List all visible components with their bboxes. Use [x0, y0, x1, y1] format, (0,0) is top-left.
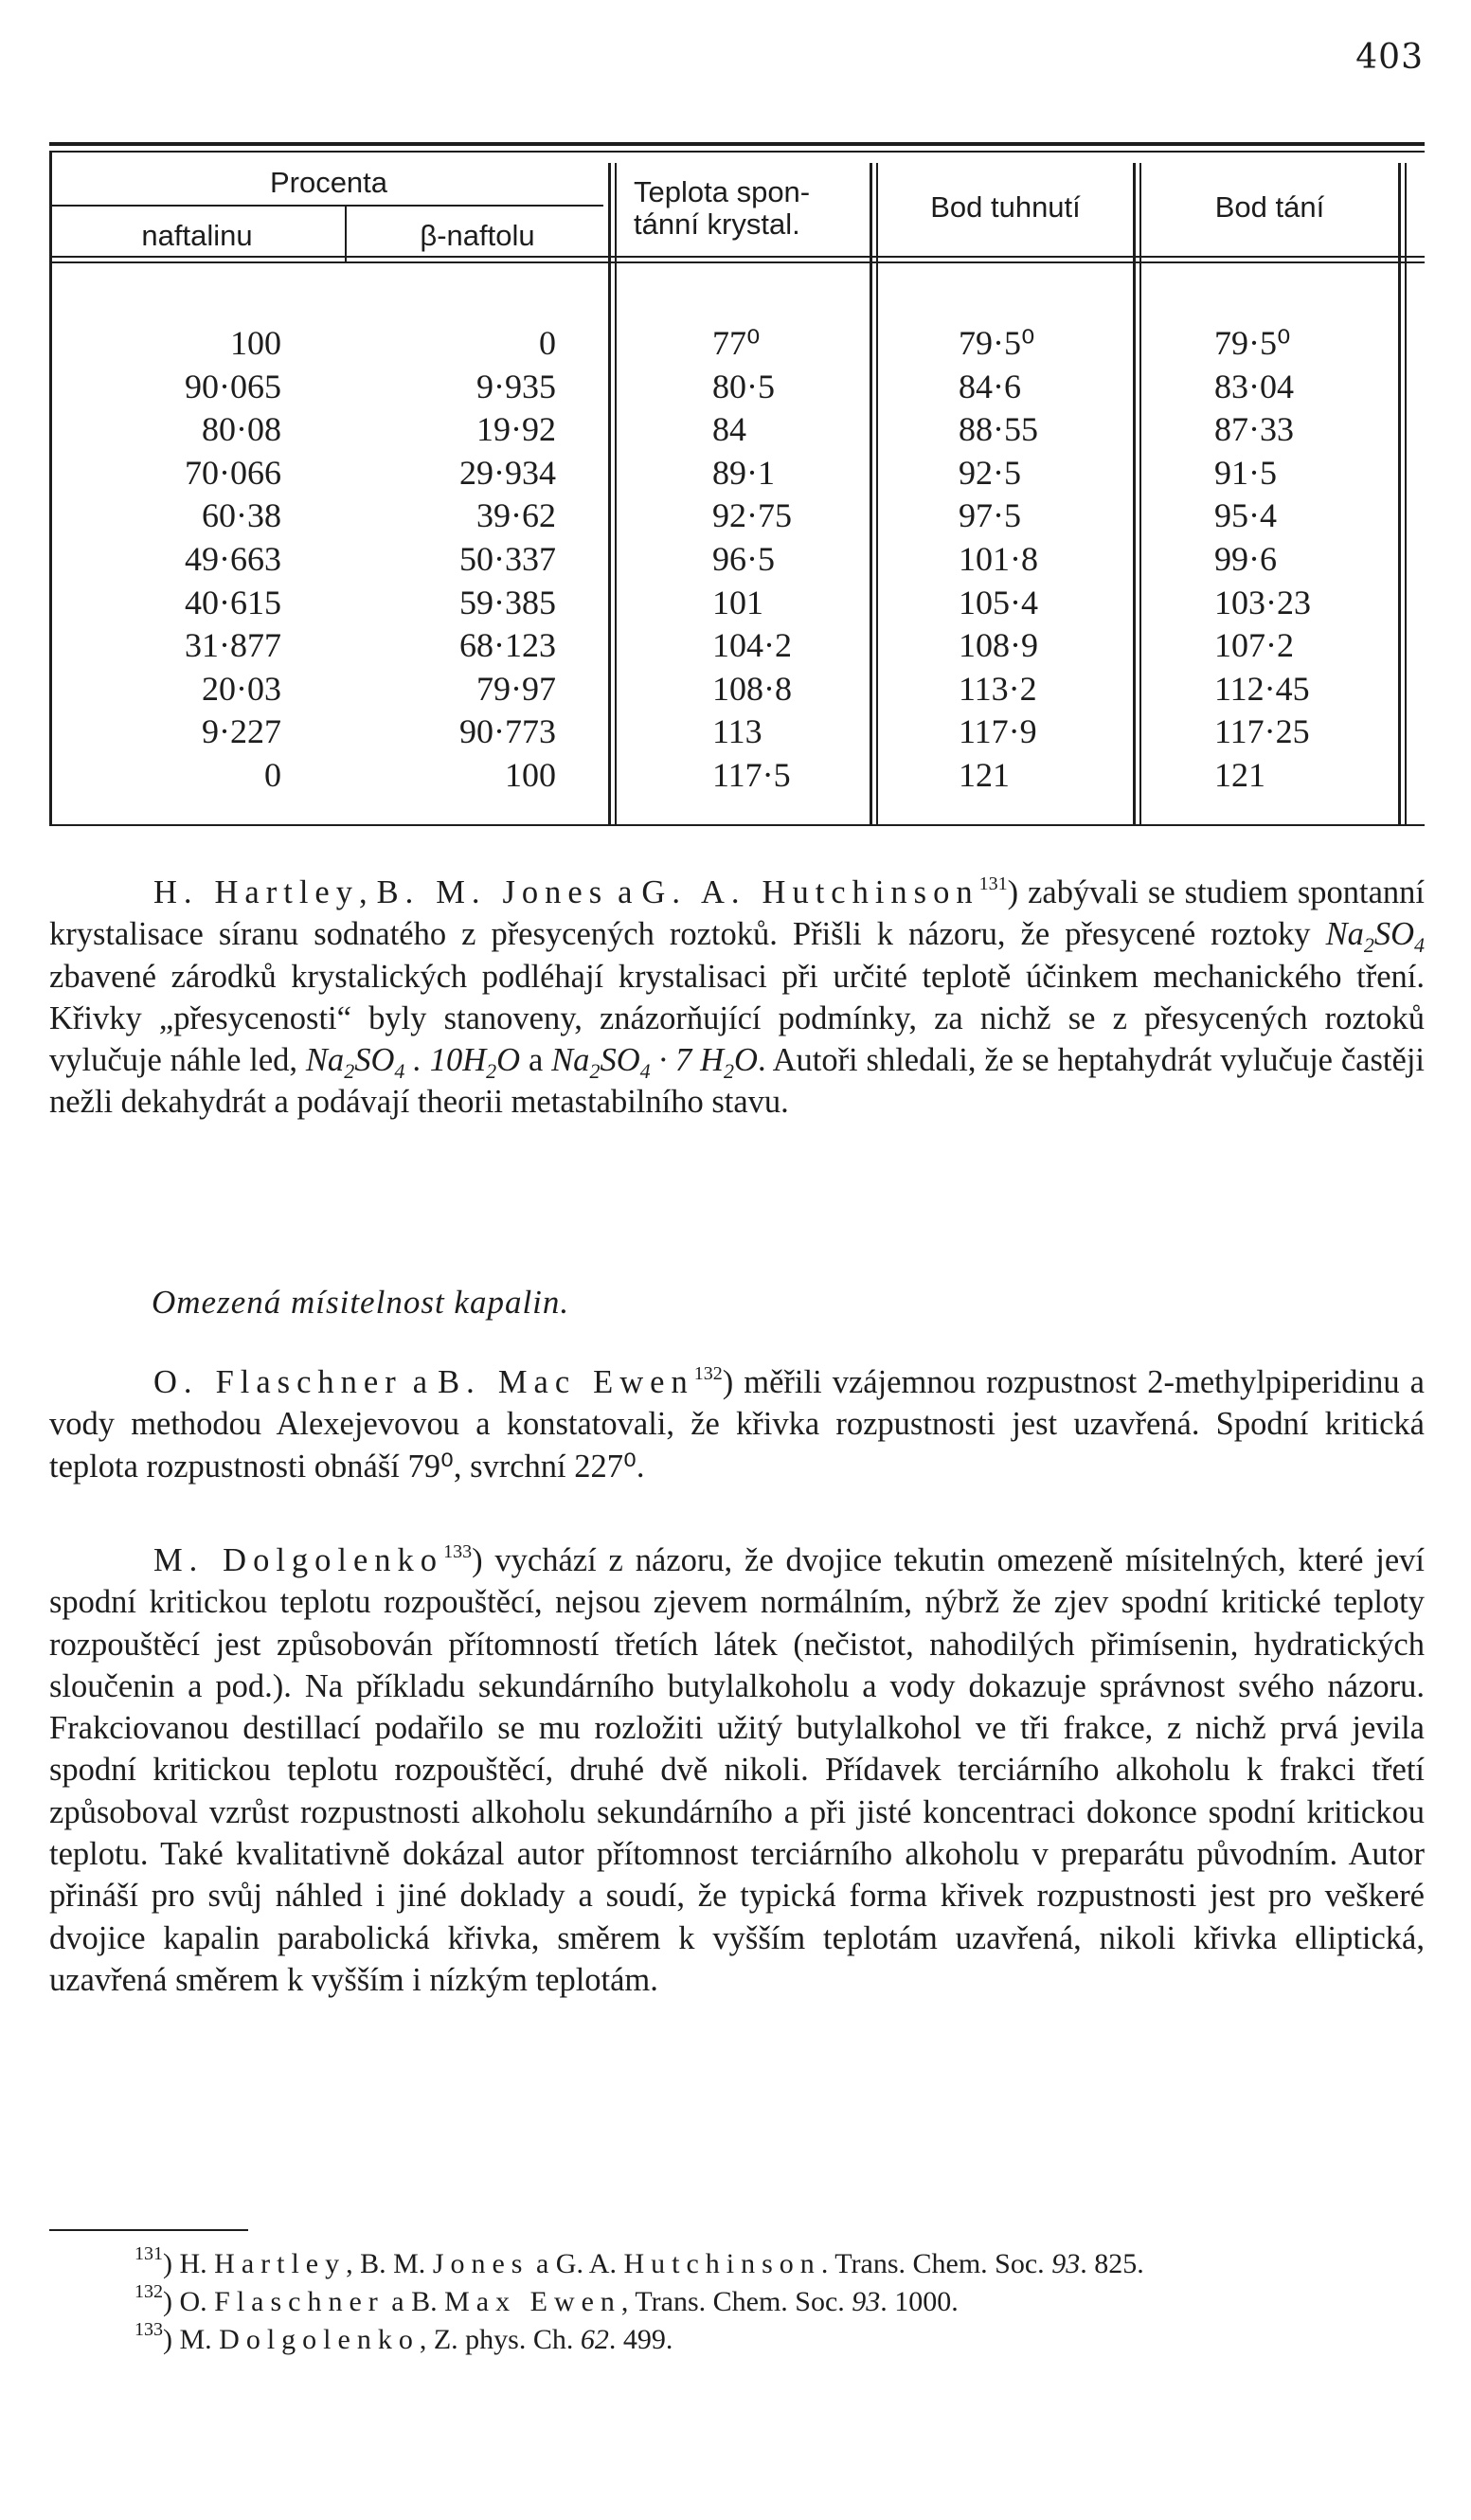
cell-naftolu: 68·123: [459, 626, 556, 665]
cell-naftalinu: 20·03: [202, 669, 281, 708]
cell-tuhnuti: 121: [959, 756, 1010, 794]
cell-tuhnuti: 92·5: [959, 453, 1021, 492]
cell-naftolu: 79·97: [476, 669, 556, 708]
col-line-4: [1133, 163, 1136, 826]
cell-tani: 117·25: [1214, 712, 1310, 751]
footnote-133: $^{133}$) M. Dolgolenko, Z. phys. Ch. 62. 499.: [135, 2319, 673, 2355]
author-jones: B. M. Jones: [376, 874, 609, 910]
table-top-rule: [49, 142, 1425, 146]
footnotes: [49, 2245, 1425, 2359]
cell-naftolu: 100: [505, 756, 556, 794]
header-tani: Bod tání: [1214, 190, 1325, 224]
paragraph-text: zbavené zárodků krystalických podléhají krystalisaci při určité teplotě účinkem mechanického tření. Křivky „přesycenosti“ byly stanoveny, znázorňující podmínky, za nichž se z přesycených roztoků vylučuje náhle led,: [49, 958, 1425, 1079]
cell-naftolu: 19·92: [476, 410, 556, 449]
cell-teplota: 113: [712, 712, 762, 751]
author-dolgolenko: M. Dolgolenko: [153, 1542, 444, 1578]
footnote-ref-131: 131: [978, 873, 1008, 894]
cell-naftalinu: 70·066: [185, 453, 281, 492]
col-line-3: [870, 163, 872, 826]
cell-tuhnuti: 105·4: [959, 583, 1038, 621]
procenta-underline: [49, 205, 603, 207]
header-procenta: Procenta: [269, 166, 388, 199]
col-line-3b: [876, 163, 878, 826]
data-table: [49, 142, 1425, 829]
separator: a: [608, 874, 642, 910]
paragraph-text: a: [520, 1042, 552, 1079]
paragraph-text: ) zabývali se studiem spontanní krystalisace síranu sodnatého z přesycených roztoků. Přišli k názoru, že přesycené roztoky: [49, 874, 1425, 953]
paragraph-flaschner: [49, 1361, 1425, 1487]
cell-naftolu: 50·337: [459, 540, 556, 578]
cell-tani: 83·04: [1214, 367, 1294, 405]
header-tuhnuti: Bod tuhnutí: [930, 190, 1081, 224]
author-macewen: B. Mac Ewen: [438, 1364, 694, 1400]
separator: ,: [358, 874, 377, 910]
cell-tani: 112·45: [1214, 669, 1310, 708]
col-line-right: [1398, 163, 1401, 826]
cell-tani: 91·5: [1214, 453, 1277, 492]
cell-naftolu: 59·385: [459, 583, 556, 621]
cell-tani: 107·2: [1214, 626, 1294, 665]
cell-tuhnuti: 84·6: [959, 367, 1021, 405]
cell-tuhnuti: 117·9: [959, 712, 1037, 751]
cell-tani: 95·4: [1214, 496, 1277, 535]
header-divider: [49, 256, 1425, 258]
cell-naftalinu: 31·877: [185, 626, 281, 665]
cell-naftalinu: 90·065: [185, 367, 281, 405]
footnote-131: $^{131}$) H. Hartley, B. M. Jones a G. A. Hutchinson. Trans. Chem. Soc. 93. 825.: [135, 2243, 1144, 2279]
header-naftalinu: naftalinu: [141, 219, 253, 252]
table-bottom-rule: [49, 824, 1425, 826]
footnote-132: $^{132}$) O. Flaschner a B. Max Ewen, Trans. Chem. Soc. 93. 1000.: [135, 2281, 959, 2317]
cell-teplota: 101: [712, 583, 763, 621]
formula: $Na_2SO_4 \cdot 7$ $H_2O$: [551, 1042, 758, 1084]
cell-tani: 79·5⁰: [1214, 324, 1291, 362]
cell-naftolu: 9·935: [476, 367, 556, 405]
cell-teplota: 104·2: [712, 626, 792, 665]
col-line-left: [49, 152, 52, 826]
cell-teplota: 80·5: [712, 367, 775, 405]
cell-naftalinu: 40·615: [185, 583, 281, 621]
cell-naftolu: 29·934: [459, 453, 556, 492]
paragraph-text: ) měřili vzájemnou rozpustnost 2-methylpiperidinu a vody methodou Alexejevovou a konstatovali, že křivka rozpustnosti jest uzavřená. Spodní kritická teplota rozpustnosti obnáší 79⁰, svrchní 227⁰.: [49, 1364, 1425, 1485]
footnote-ref-132: 132: [693, 1363, 723, 1384]
header-divider-2: [49, 261, 1425, 263]
col-line-2: [608, 163, 611, 826]
cell-teplota: 84: [712, 410, 746, 449]
cell-naftalinu: 9·227: [202, 712, 281, 751]
table-top-rule-inner: [49, 151, 1425, 153]
cell-tuhnuti: 113·2: [959, 669, 1037, 708]
cell-teplota: 77⁰: [712, 324, 761, 362]
separator: a: [402, 1364, 439, 1400]
paragraph-text: . Autoři shledali, že se heptahydrát vylučuje častěji nežli dekahydrát a podávají theorii metastabilního stavu.: [49, 1042, 1425, 1121]
col-line-4b: [1139, 163, 1141, 826]
cell-teplota: 89·1: [712, 453, 775, 492]
col-line-2b: [615, 163, 617, 826]
paragraph-dolgolenko: [49, 1539, 1425, 2001]
cell-tuhnuti: 108·9: [959, 626, 1038, 665]
paragraph-hartley: [49, 872, 1425, 1124]
cell-naftalinu: 60·38: [202, 496, 281, 535]
cell-tuhnuti: 88·55: [959, 410, 1038, 449]
header-teplota: Teplota spon- tánní krystal.: [634, 175, 811, 241]
cell-naftalinu: 80·08: [202, 410, 281, 449]
cell-teplota: 117·5: [712, 756, 791, 794]
header-naftolu: β-naftolu: [420, 219, 535, 252]
cell-teplota: 96·5: [712, 540, 775, 578]
formula: $Na_2SO_4$: [1325, 916, 1425, 958]
cell-naftalinu: 0: [264, 756, 281, 794]
page-number: 403: [1355, 38, 1424, 77]
paragraph-text: ) vychází z názoru, že dvojice tekutin omezeně mísitelných, které jeví spodní kritickou teplotu rozpouštěcí, nejsou zjevem normálním, nýbrž že zjev spodní kritické teploty rozpouštěcí jest způsobován přítomností třetích látek (nečistot, nahodilých přimísenin, hydratických sloučenin a pod.). Na příkladu sekundárního butylalkoholu a vody dokazuje správnost svého názoru. Frakciovanou destillací podařilo se mu rozložiti užitý butylalkohol ve tři frakce, z nichž prvá jevila spodní kritickou teplotu rozpouštěcí, druhé dvě nikoli. Přídavek terciárního alkoholu k frakci třetí způsoboval vzrůst rozpustnosti alkoholu sekundárního a při jisté koncentraci dokonce spodní kritickou teplotu. Také kvalitativně dokázal autor přítomnost terciárního alkoholu v preparátu původním. Autor přináší pro svůj náhled i jiné doklady a soudí, že typická forma křivek rozpustnosti jest pro veškeré dvojice kapalin parabolická křivka, směrem k vyšším teplotám uzavřená, nikoli křivka elliptická, uzavřená směrem k vyšším i nízkým teplotám.: [49, 1542, 1425, 1998]
cell-tuhnuti: 79·5⁰: [959, 324, 1035, 362]
cell-tuhnuti: 97·5: [959, 496, 1021, 535]
cell-tani: 121: [1214, 756, 1265, 794]
author-flaschner: O. Flaschner: [153, 1364, 403, 1400]
cell-tani: 87·33: [1214, 410, 1294, 449]
footnote-ref-133: 133: [443, 1541, 473, 1562]
author-hutchinson: G. A. Hutchinson: [641, 874, 979, 910]
section-heading: Omezená mísitelnost kapalin.: [152, 1284, 570, 1321]
cell-naftolu: 0: [539, 324, 556, 362]
cell-naftalinu: 49·663: [185, 540, 281, 578]
cell-naftolu: 39·62: [476, 496, 556, 535]
cell-teplota: 92·75: [712, 496, 792, 535]
col-line-right-b: [1405, 163, 1407, 826]
cell-tani: 103·23: [1214, 583, 1311, 621]
cell-tani: 99·6: [1214, 540, 1277, 578]
cell-naftalinu: 100: [230, 324, 281, 362]
cell-naftolu: 90·773: [459, 712, 556, 751]
cell-teplota: 108·8: [712, 669, 792, 708]
author-hartley: H. Hartley: [153, 874, 359, 910]
formula: $Na_2SO_4$ . $10H_2O$: [305, 1042, 521, 1084]
footnote-rule: [49, 2229, 248, 2231]
cell-tuhnuti: 101·8: [959, 540, 1038, 578]
